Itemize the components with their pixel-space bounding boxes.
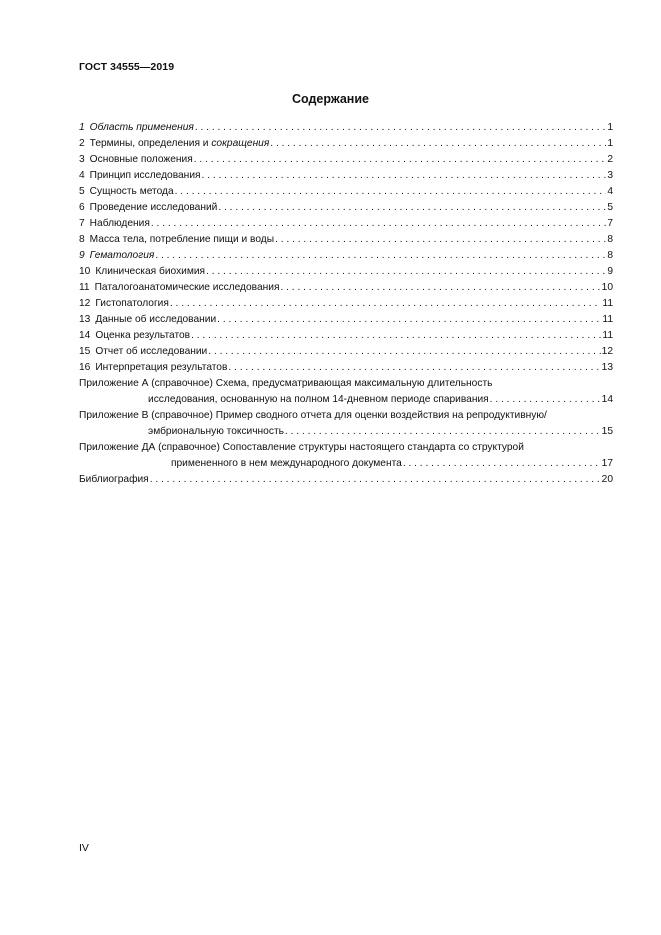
toc-item-number: 2 bbox=[79, 138, 85, 149]
toc-item-number: 1 bbox=[79, 122, 85, 133]
leader-dots bbox=[195, 120, 606, 136]
leader-dots bbox=[202, 168, 607, 184]
leader-dots bbox=[403, 456, 601, 472]
toc-item-page: 7 bbox=[607, 218, 613, 229]
toc-item-16[interactable] bbox=[79, 360, 613, 376]
leader-dots bbox=[270, 136, 606, 152]
toc-item-label: Гематология bbox=[89, 250, 155, 261]
toc-item-label: Отчет об исследовании bbox=[95, 346, 208, 357]
appendix-title-continuation: исследования, основанную на полном 14-дневном периоде спаривания bbox=[148, 394, 489, 405]
bibliography-page: 20 bbox=[601, 474, 613, 485]
appendix-title-continuation: примененного в нем международного документа bbox=[171, 458, 402, 469]
appendix-page: 14 bbox=[601, 394, 613, 405]
toc-item-9[interactable] bbox=[79, 248, 613, 264]
toc-item-page: 9 bbox=[607, 266, 613, 277]
leader-dots bbox=[285, 424, 601, 440]
leader-dots bbox=[217, 312, 601, 328]
toc-item-label: Наблюдения bbox=[89, 218, 150, 229]
bibliography-label: Библиография bbox=[79, 474, 149, 485]
appendix-title-line: Приложение В (справочное) Пример сводного отчета для оценки воздействия на репродуктивную/ bbox=[79, 410, 547, 421]
page-number: IV bbox=[79, 842, 89, 854]
toc-item-page: 5 bbox=[607, 202, 613, 213]
toc-item-label: Паталогоанатомические исследования bbox=[94, 282, 280, 293]
toc-item-label: Данные об исследовании bbox=[95, 314, 217, 325]
toc-item-14[interactable] bbox=[79, 328, 613, 344]
toc-item-6[interactable] bbox=[79, 200, 613, 216]
leader-dots bbox=[218, 200, 606, 216]
toc-item-number: 15 bbox=[79, 346, 91, 357]
toc-item-8[interactable] bbox=[79, 232, 613, 248]
toc-item-page: 12 bbox=[601, 346, 613, 357]
table-of-contents bbox=[79, 120, 613, 488]
toc-item-page: 8 bbox=[607, 234, 613, 245]
toc-item-12[interactable] bbox=[79, 296, 613, 312]
toc-item-number: 16 bbox=[79, 362, 91, 373]
toc-item-label: Термины, определения и bbox=[89, 138, 212, 149]
toc-item-5[interactable] bbox=[79, 184, 613, 200]
appendix-page: 17 bbox=[601, 458, 613, 469]
leader-dots bbox=[228, 360, 600, 376]
toc-item-page: 11 bbox=[602, 314, 613, 325]
toc-item-label: Гистопатология bbox=[95, 298, 169, 309]
toc-item-label: Область применения bbox=[89, 122, 194, 133]
toc-item-13[interactable] bbox=[79, 312, 613, 328]
toc-item-page: 4 bbox=[607, 186, 613, 197]
toc-item-page: 1 bbox=[607, 138, 613, 149]
toc-item-label-italic: сокращения bbox=[211, 138, 270, 149]
appendix-title-continuation: эмбриональную токсичность bbox=[148, 426, 284, 437]
toc-item-number: 6 bbox=[79, 202, 85, 213]
toc-item-label: Основные положения bbox=[89, 154, 193, 165]
toc-item-label: Принцип исследования bbox=[89, 170, 201, 181]
toc-appendix-a[interactable] bbox=[79, 376, 613, 408]
toc-item-label: Клиническая биохимия bbox=[95, 266, 206, 277]
toc-item-10[interactable] bbox=[79, 264, 613, 280]
leader-dots bbox=[208, 344, 600, 360]
toc-item-label: Масса тела, потребление пищи и воды bbox=[89, 234, 275, 245]
leader-dots bbox=[191, 328, 601, 344]
toc-item-number: 7 bbox=[79, 218, 85, 229]
leader-dots bbox=[150, 472, 601, 488]
toc-item-number: 8 bbox=[79, 234, 85, 245]
toc-item-number: 10 bbox=[79, 266, 91, 277]
leader-dots bbox=[155, 248, 606, 264]
toc-item-page: 11 bbox=[602, 298, 613, 309]
toc-item-label: Интерпретация результатов bbox=[95, 362, 228, 373]
toc-item-page: 10 bbox=[601, 282, 613, 293]
toc-item-number: 5 bbox=[79, 186, 85, 197]
toc-item-number: 3 bbox=[79, 154, 85, 165]
toc-item-label: Сущность метода bbox=[89, 186, 174, 197]
toc-item-1[interactable] bbox=[79, 120, 613, 136]
toc-item-page: 2 bbox=[607, 154, 613, 165]
toc-item-page: 1 bbox=[607, 122, 613, 133]
leader-dots bbox=[175, 184, 607, 200]
toc-item-page: 8 bbox=[607, 250, 613, 261]
toc-item-label: Проведение исследований bbox=[89, 202, 218, 213]
leader-dots bbox=[490, 392, 601, 408]
leader-dots bbox=[206, 264, 606, 280]
toc-item-number: 13 bbox=[79, 314, 91, 325]
toc-item-page: 13 bbox=[601, 362, 613, 373]
toc-title: Содержание bbox=[291, 92, 369, 106]
leader-dots bbox=[275, 232, 606, 248]
toc-item-number: 4 bbox=[79, 170, 85, 181]
toc-item-number: 9 bbox=[79, 250, 85, 261]
toc-item-2[interactable] bbox=[79, 136, 613, 152]
toc-item-label: Оценка результатов bbox=[95, 330, 191, 341]
toc-item-page: 3 bbox=[607, 170, 613, 181]
toc-appendix-v[interactable] bbox=[79, 408, 613, 440]
leader-dots bbox=[151, 216, 606, 232]
leader-dots bbox=[170, 296, 602, 312]
appendix-title-line: Приложение А (справочное) Схема, предусматривающая максимальную длительность bbox=[79, 378, 493, 389]
toc-item-3[interactable] bbox=[79, 152, 613, 168]
toc-item-7[interactable] bbox=[79, 216, 613, 232]
toc-item-number: 12 bbox=[79, 298, 91, 309]
toc-bibliography[interactable] bbox=[79, 472, 613, 488]
leader-dots bbox=[280, 280, 600, 296]
appendix-title-line: Приложение ДА (справочное) Сопоставление структуры настоящего стандарта со структурой bbox=[79, 442, 524, 453]
toc-item-4[interactable] bbox=[79, 168, 613, 184]
toc-item-11[interactable] bbox=[79, 280, 613, 296]
leader-dots bbox=[194, 152, 607, 168]
toc-appendix-da[interactable] bbox=[79, 440, 613, 472]
toc-item-page: 11 bbox=[602, 330, 613, 341]
toc-item-number: 14 bbox=[79, 330, 91, 341]
toc-item-number: 11 bbox=[79, 282, 90, 293]
document-code: ГОСТ 34555—2019 bbox=[79, 61, 175, 73]
appendix-page: 15 bbox=[601, 426, 613, 437]
toc-item-15[interactable] bbox=[79, 344, 613, 360]
